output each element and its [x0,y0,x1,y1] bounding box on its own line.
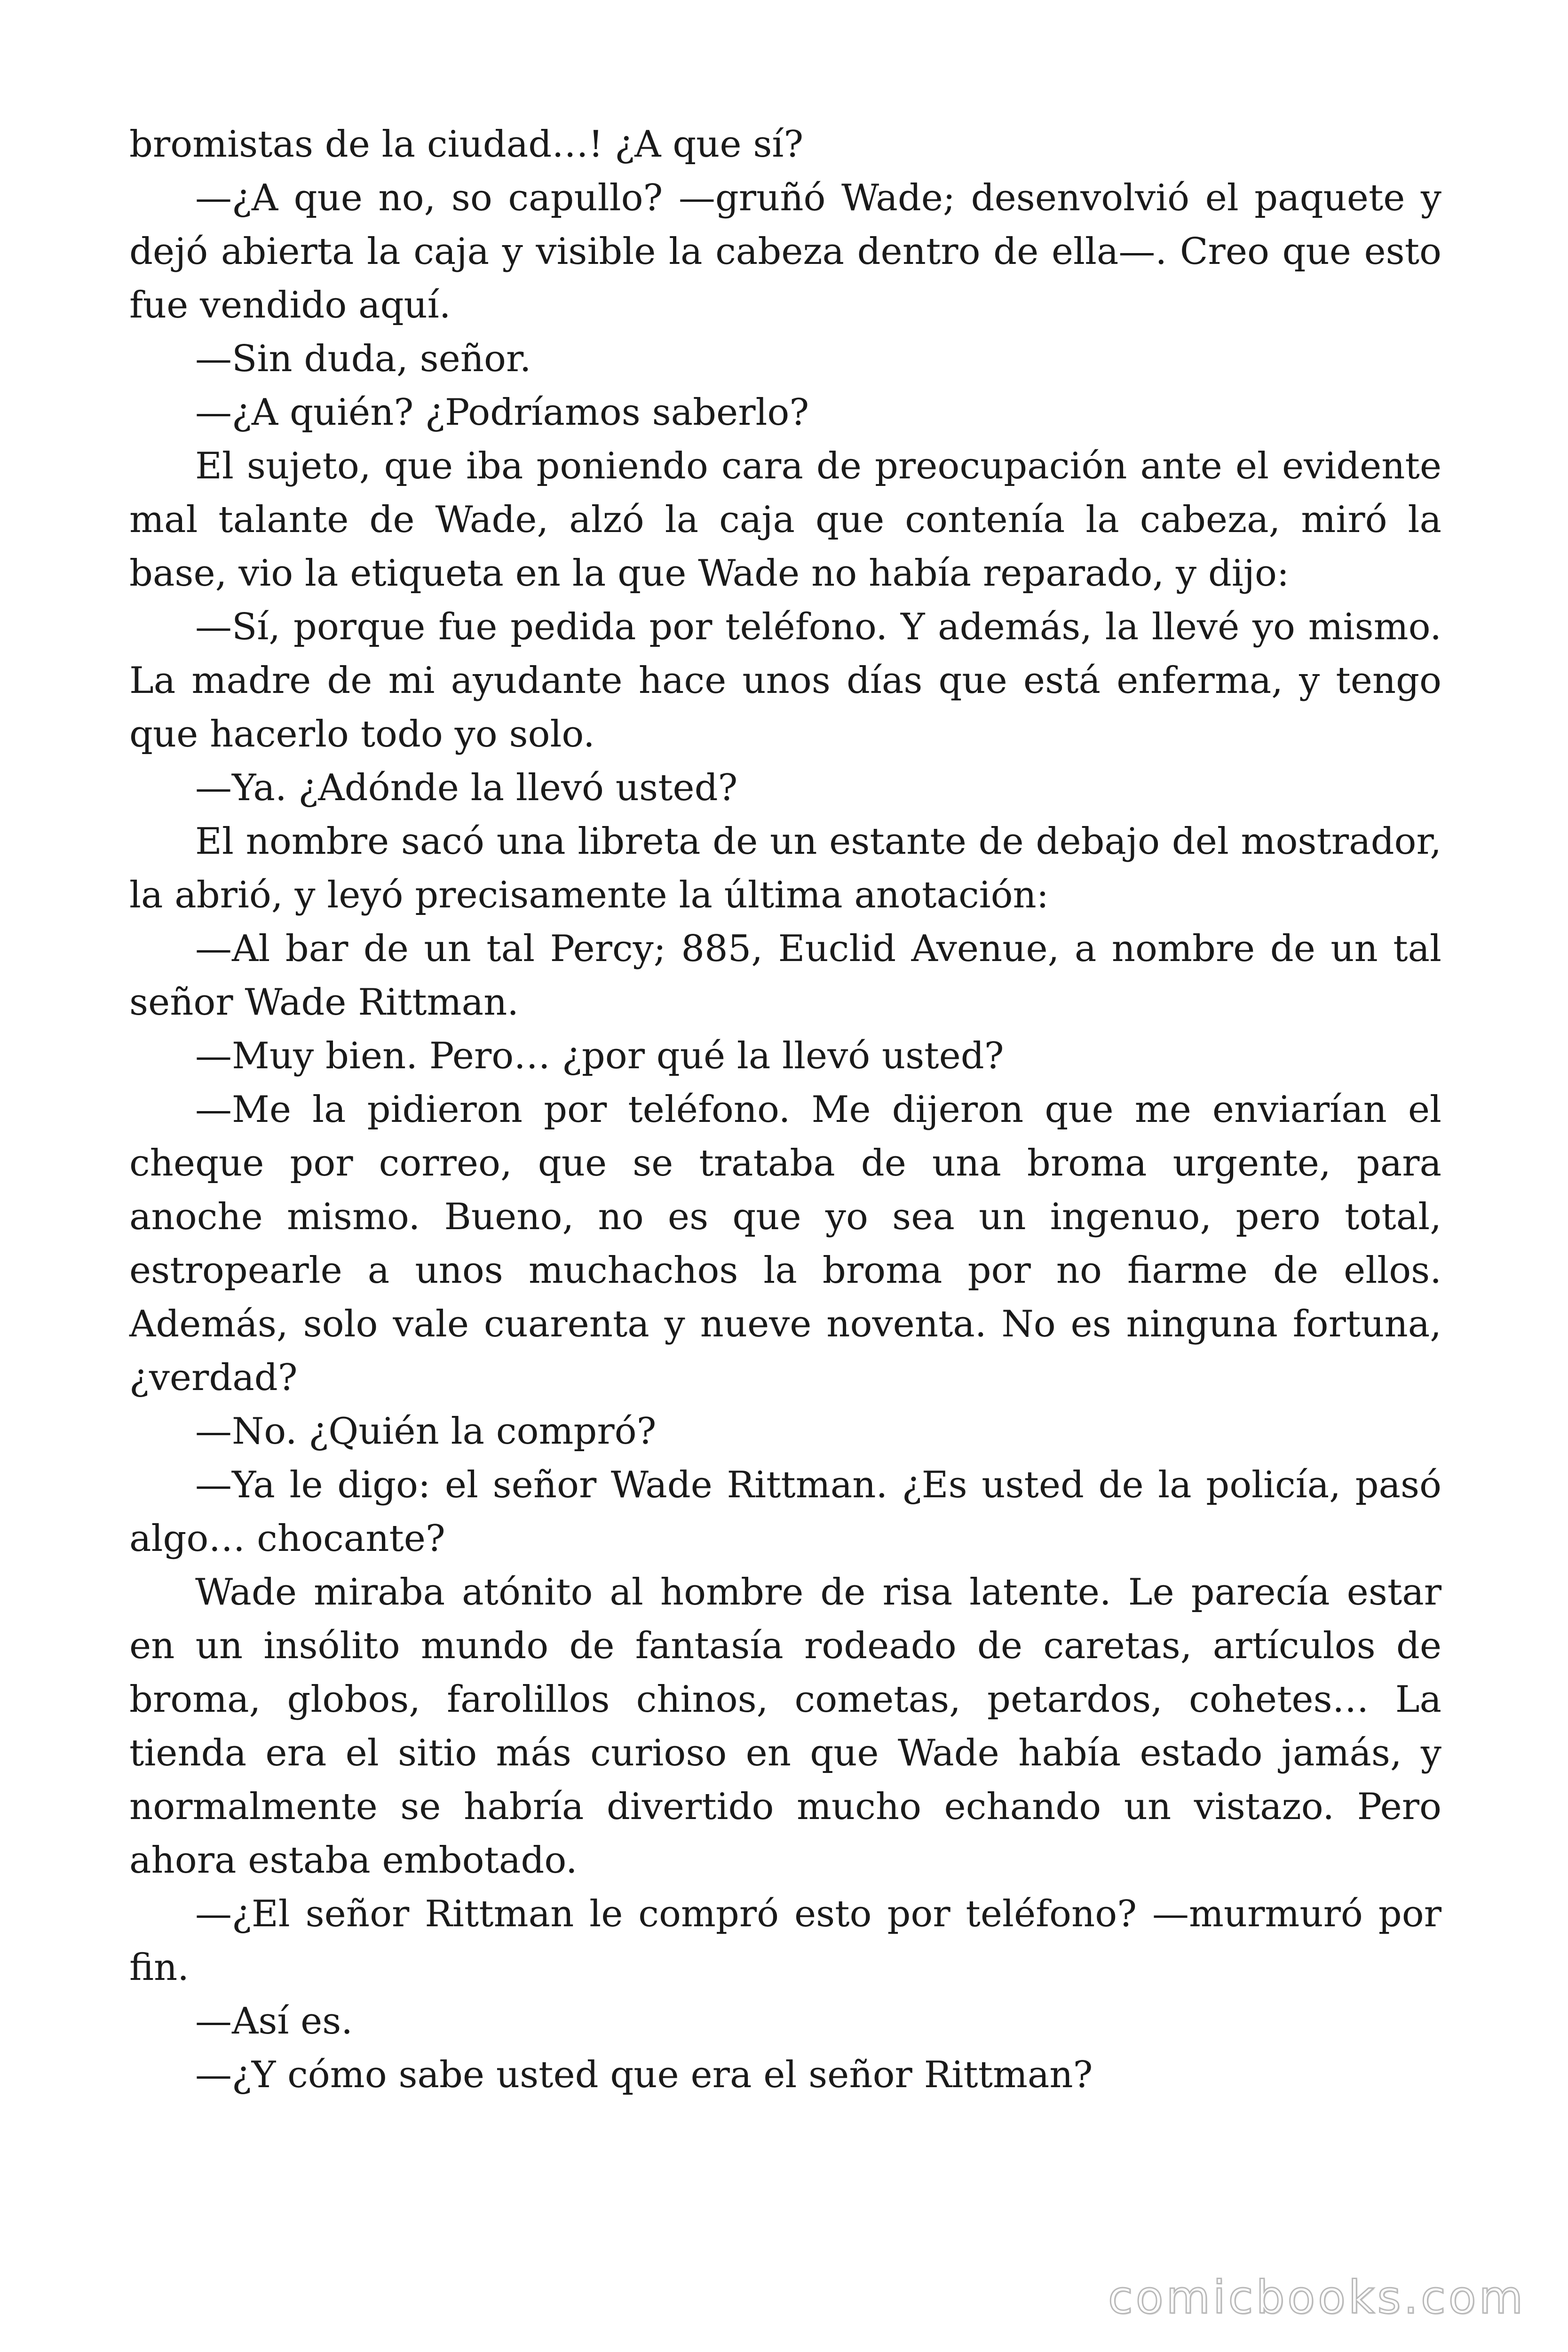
paragraph: —Sí, porque fue pedida por teléfono. Y además, la llevé yo mismo. La madre de mi ayudante hace unos días que está enferma, y tengo que hacerlo todo yo solo. [129,606,1441,755]
paragraph: —Al bar de un tal Percy; 885, Euclid Avenue, a nombre de un tal señor Wade Rittman. [129,928,1441,1024]
paragraph: —Me la pidieron por teléfono. Me dijeron que me enviarían el cheque por correo, que se trataba de una broma urgente, para anoche mismo. Bueno, no es que yo sea un ingenuo, pero total, estropearle a unos muchachos la broma por no fiarme de ellos. Además, solo vale cuarenta y nueve noventa. No es ninguna fortuna, ¿verdad? [129,1089,1441,1399]
page-body [129,118,1441,2102]
paragraph: El sujeto, que iba poniendo cara de preocupación ante el evidente mal talante de Wade, alzó la caja que contenía la cabeza, miró la base, vio la etiqueta en la que Wade no había reparado, y dijo: [129,445,1441,595]
paragraph: —Ya. ¿Adónde la llevó usted? [195,767,738,809]
paragraph: —¿A que no, so capullo? —gruñó Wade; desenvolvió el paquete y dejó abierta la caja y visible la cabeza dentro de ella—. Creo que esto fue vendido aquí. [129,177,1441,326]
watermark-logo: comicbooks.com [1108,2271,1526,2324]
paragraph: —Muy bien. Pero… ¿por qué la llevó usted? [195,1035,1004,1077]
paragraph: —¿Y cómo sabe usted que era el señor Rittman? [195,2054,1093,2096]
paragraph: El nombre sacó una libreta de un estante de debajo del mostrador, la abrió, y leyó precisamente la última anotación: [129,820,1441,916]
paragraph: —Sin duda, señor. [195,338,531,380]
paragraph: —Así es. [195,2000,353,2042]
paragraph: Wade miraba atónito al hombre de risa latente. Le parecía estar en un insólito mundo de fantasía rodeado de caretas, artículos de broma, globos, farolillos chinos, cometas, petardos, cohetes… La tienda era el sitio más curioso en que Wade había estado jamás, y normalmente se habría divertido mucho echando un vistazo. Pero ahora estaba embotado. [129,1571,1441,1882]
paragraph: —No. ¿Quién la compró? [195,1410,657,1453]
paragraph: bromistas de la ciudad…! ¿A que sí? [129,123,804,166]
paragraph: —¿A quién? ¿Podríamos saberlo? [195,391,809,434]
paragraph: —Ya le digo: el señor Wade Rittman. ¿Es usted de la policía, pasó algo… chocante? [129,1464,1441,1560]
paragraph: —¿El señor Rittman le compró esto por teléfono? —murmuró por fin. [129,1893,1441,1989]
